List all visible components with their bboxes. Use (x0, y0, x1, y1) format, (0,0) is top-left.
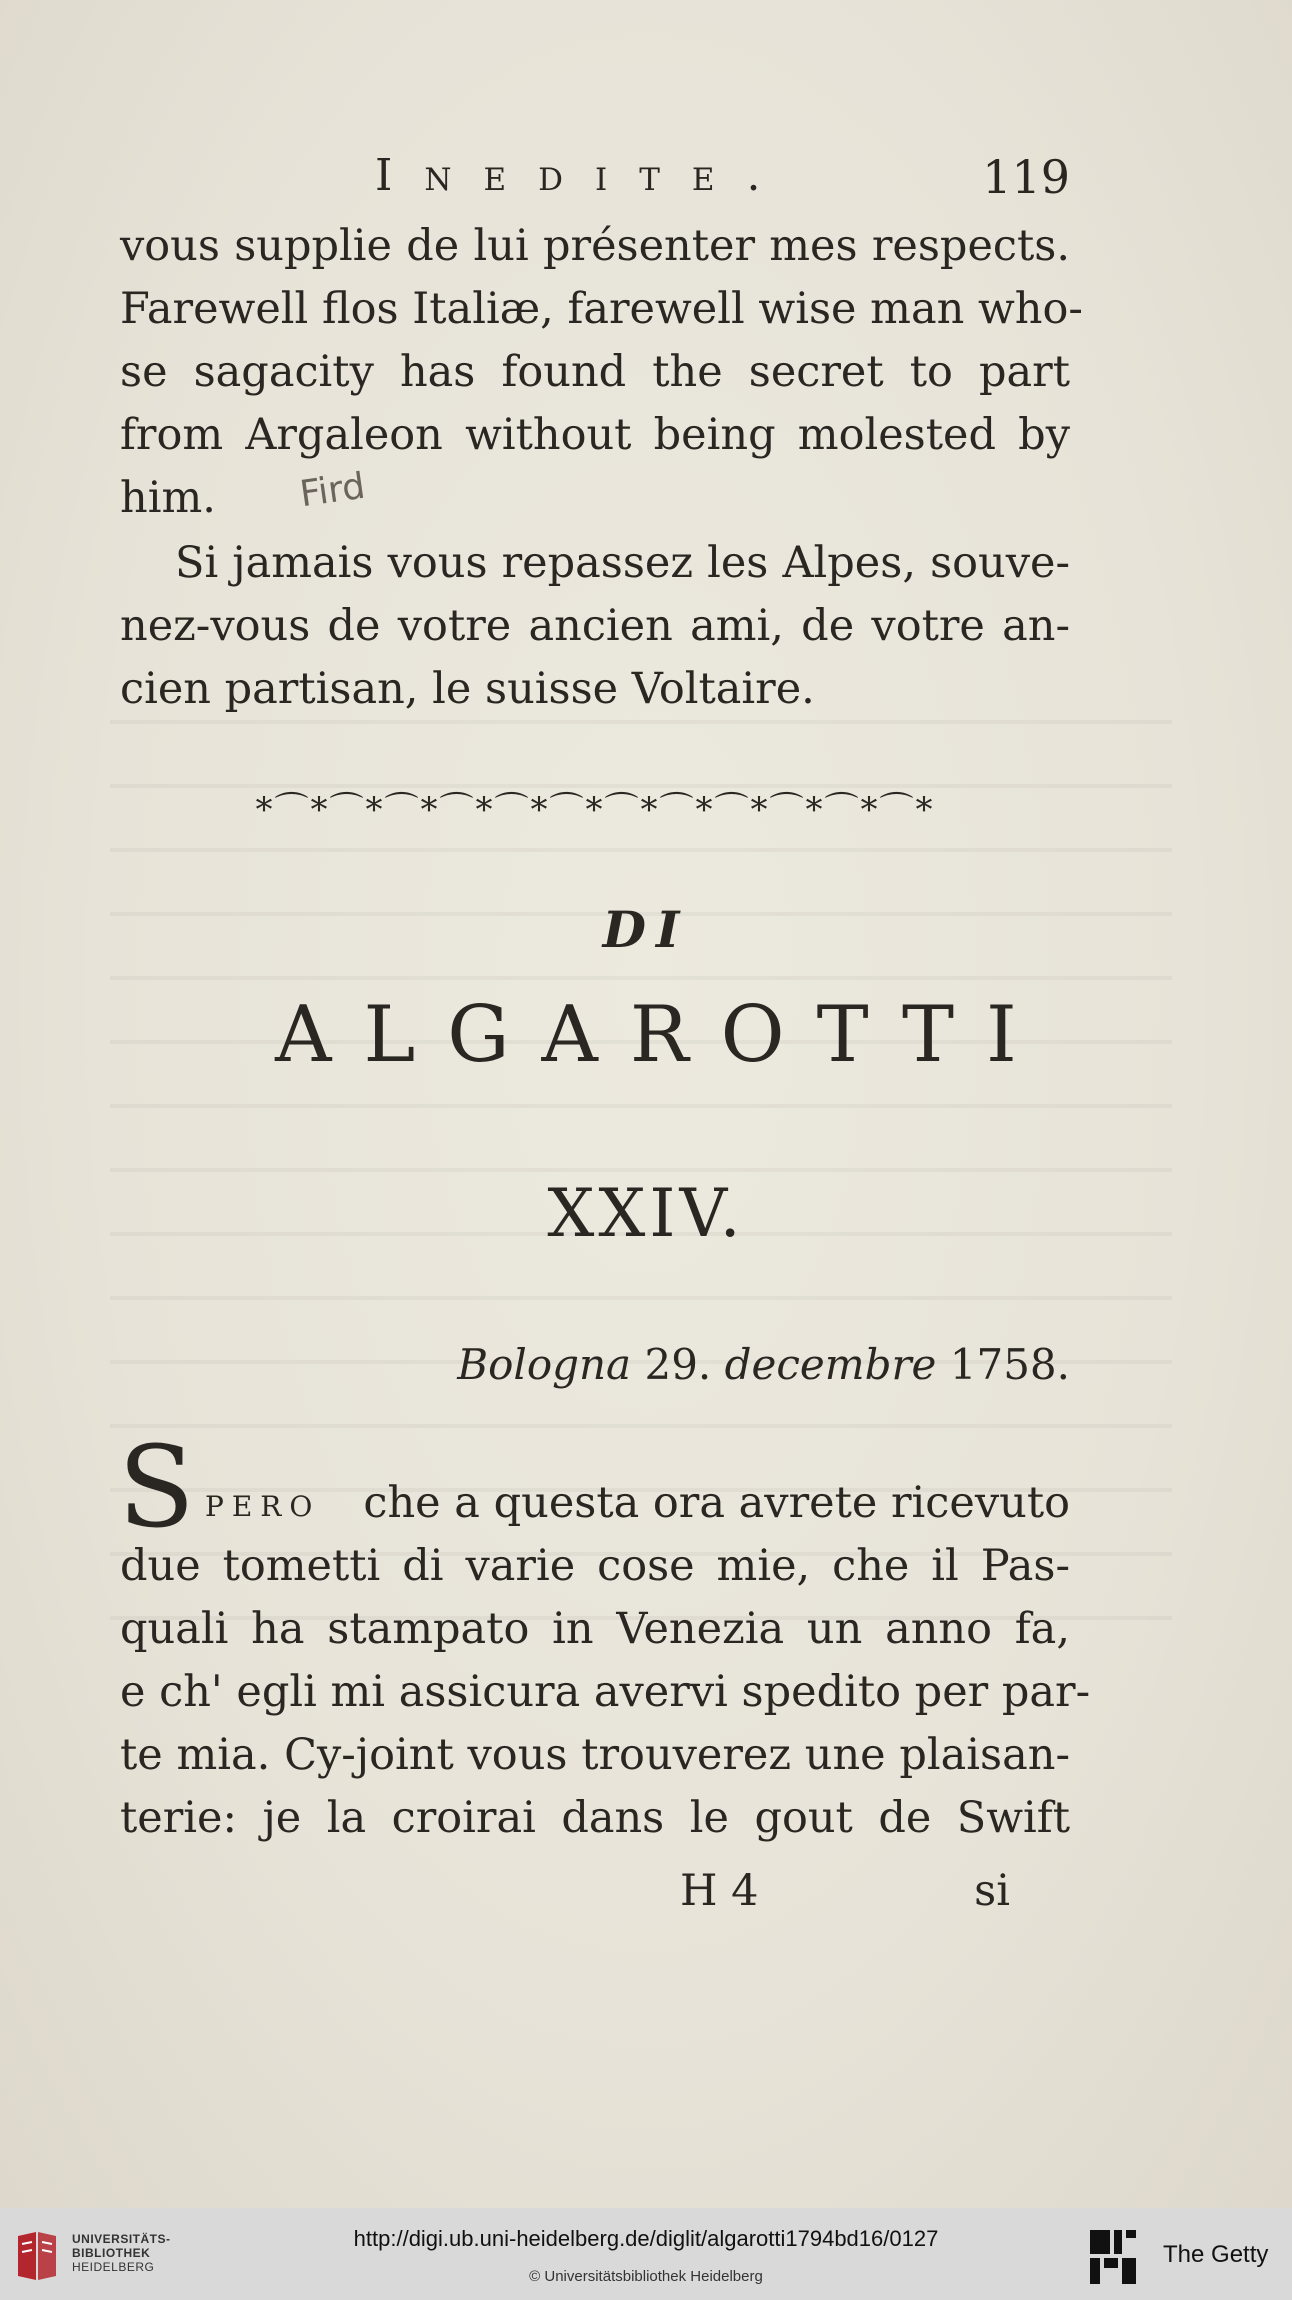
heading-author: ALGAROTTI (275, 990, 1049, 1080)
heading-prefix: DI (602, 900, 690, 959)
dateline (120, 1340, 1070, 1389)
ornamental-divider: *⌒*⌒*⌒*⌒*⌒*⌒*⌒*⌒*⌒*⌒*⌒*⌒* (255, 790, 935, 830)
text-line: due tometti di varie cose mie, che il Pas- (120, 1541, 1070, 1591)
catch-line (120, 1866, 1070, 1929)
text-line-first (205, 1472, 1070, 1535)
dateline-day: 29. (644, 1340, 712, 1389)
library-name: UNIVERSITÄTS- BIBLIOTHEK HEIDELBERG (72, 2232, 171, 2274)
getty-logo-icon (1088, 2228, 1138, 2286)
text-line: te mia. Cy-joint vous trouverez une plaisan- (120, 1730, 1070, 1780)
permalink[interactable]: http://digi.ub.uni-heidelberg.de/diglit/algarotti1794bd16/0127 (353, 2226, 939, 2251)
opening-small-caps: pero (205, 1480, 321, 1526)
running-head-title: Inedite. (375, 150, 793, 201)
text-line: him. (120, 473, 216, 523)
copyright-notice: © Universitätsbibliothek Heidelberg (529, 2268, 763, 2285)
dateline-place: Bologna (457, 1340, 632, 1389)
viewer-footer (0, 2208, 1292, 2300)
letter-number: XXIV. (547, 1175, 745, 1252)
text-line: Si jamais vous repassez les Alpes, souve- (175, 538, 1070, 588)
text-line: Farewell flos Italiæ, farewell wise man who- (120, 284, 1083, 334)
text-line: nez-vous de votre ancien ami, de votre an- (120, 601, 1070, 651)
dateline-month: decembre (724, 1340, 937, 1389)
pencil-annotation: Fird (297, 465, 368, 516)
text-line: vous supplie de lui présenter mes respects. (120, 221, 1070, 271)
first-line-rest: che a questa ora avrete ricevuto (363, 1478, 1070, 1528)
signature-mark: H 4 (680, 1866, 759, 1916)
text-line: cien partisan, le suisse Voltaire. (120, 664, 815, 714)
partner-label: The Getty (1163, 2241, 1269, 2268)
text-line: quali ha stampato in Venezia un anno fa, (120, 1604, 1070, 1654)
drop-cap: S (118, 1423, 195, 1553)
catchword: si (974, 1866, 1010, 1916)
text-line: se sagacity has found the secret to part (120, 347, 1070, 397)
dateline-year: 1758. (949, 1340, 1070, 1389)
page-number: 119 (982, 150, 1070, 204)
text-line: from Argaleon without being molested by (120, 410, 1070, 460)
text-line: terie: je la croirai dans le gout de Swift (120, 1793, 1070, 1843)
text-line: e ch' egli mi assicura avervi spedito per par- (120, 1667, 1091, 1717)
running-head (120, 150, 1070, 210)
